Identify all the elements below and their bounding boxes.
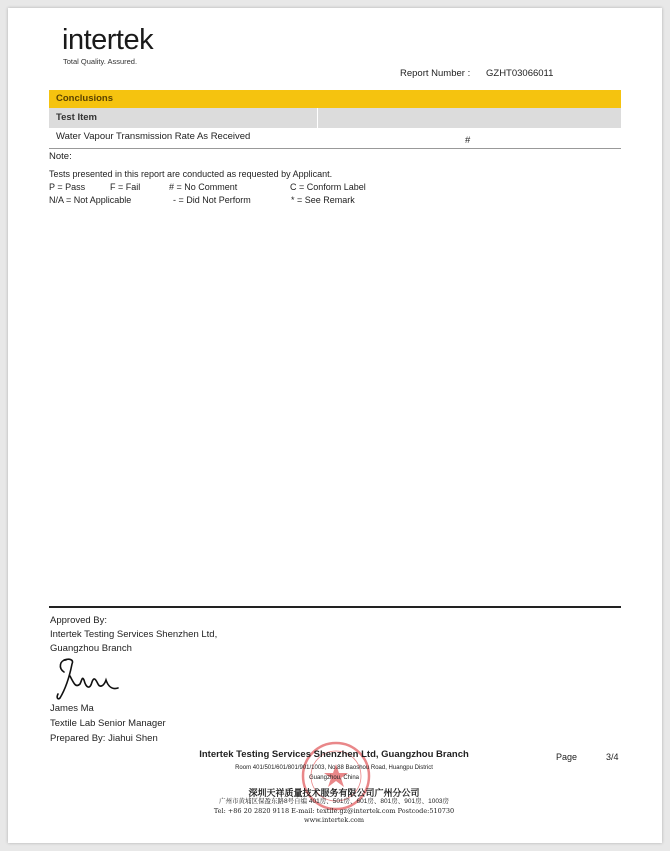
result-header-cell [317, 108, 622, 128]
signer-block [50, 701, 166, 746]
note-label: Note: [49, 151, 72, 162]
legend-block [49, 168, 449, 208]
prepared-by: Prepared By: Jiahui Shen [50, 733, 158, 744]
legend-not-applicable: N/A = Not Applicable [49, 195, 132, 205]
approval-block [50, 614, 217, 656]
report-number-value: GZHT03066011 [486, 68, 554, 79]
test-item-result: # [465, 135, 471, 146]
intertek-logo: intertek [62, 24, 154, 56]
conclusions-title: Conclusions [56, 93, 114, 104]
legend-pass: P = Pass [49, 182, 86, 192]
footer-contact: Tel: +86 20 2820 9118 E-mail: textile.gz@intertek.com Postcode:510730 [213, 807, 455, 815]
test-item-header: Test Item [56, 112, 98, 123]
report-page [8, 8, 662, 843]
table-row [49, 129, 621, 149]
approver-company-line2: Guangzhou Branch [50, 643, 132, 654]
footer-company: Intertek Testing Services Shenzhen Ltd, Guangzhou Branch [199, 749, 469, 760]
approved-by-label: Approved By: [50, 615, 108, 626]
logo-tagline: Total Quality. Assured. [63, 57, 138, 66]
footer-company-cn: 深圳天祥质量技术服务有限公司广州分公司 [248, 788, 420, 798]
footer-address-line2: Guangzhou, China [308, 775, 360, 781]
legend-no-comment: # = No Comment [169, 182, 238, 192]
footer-address [178, 763, 490, 783]
footer-address-line1: Room 401/501/601/801/901/1003, No.88 Baoshou Road, Huangpu District [235, 765, 433, 771]
report-number-label: Report Number : [400, 68, 471, 79]
test-item-header-cell [49, 108, 316, 128]
legend-see-remark: * = See Remark [291, 195, 355, 205]
handwritten-signature [52, 654, 122, 702]
footer-address-cn: 广州市黄埔区保盈东路8号自编 401房、501房、601房、801房、901房、1003房 [218, 798, 450, 805]
approver-company-line1: Intertek Testing Services Shenzhen Ltd, [50, 629, 218, 640]
signer-title: Textile Lab Senior Manager [50, 718, 166, 729]
page-number: 3/4 [606, 752, 619, 762]
legend-statement: Tests presented in this report are conducted as requested by Applicant. [49, 169, 333, 179]
page-label: Page [556, 752, 578, 762]
table-header-row [49, 108, 621, 128]
signer-name: James Ma [50, 703, 94, 714]
legend-did-not-perform: - = Did Not Perform [173, 195, 251, 205]
conclusions-header [49, 90, 621, 108]
footer-website: www.intertek.com [304, 816, 364, 824]
legend-fail: F = Fail [110, 182, 141, 192]
test-item-name: Water Vapour Transmission Rate As Received [56, 131, 251, 142]
legend-conform-label: C = Conform Label [290, 182, 366, 192]
approval-divider [49, 606, 621, 608]
